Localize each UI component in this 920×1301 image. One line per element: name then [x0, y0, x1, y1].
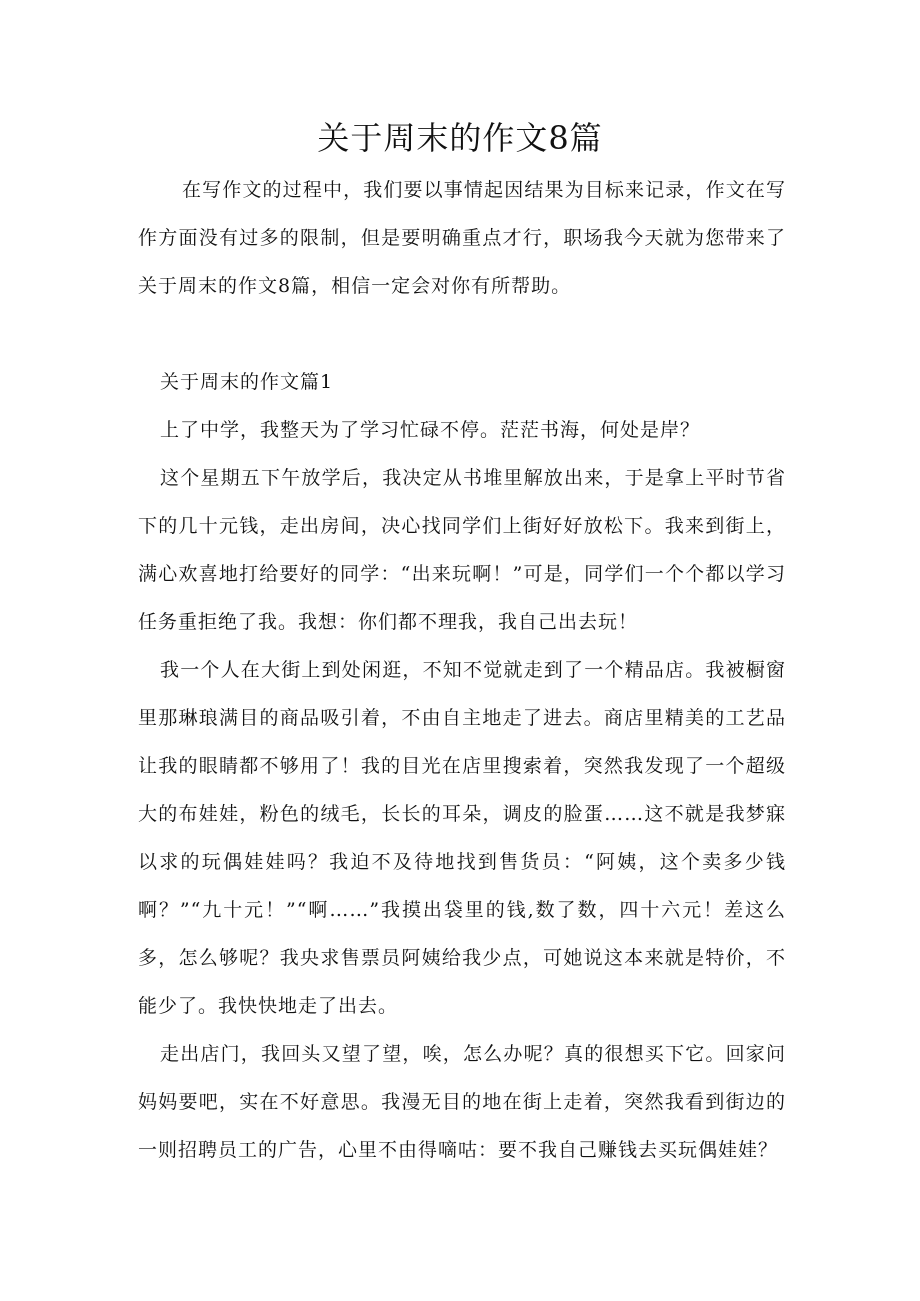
essay-paragraph-2: 这个星期五下午放学后，我决定从书堆里解放出来，于是拿上平时节省下的几十元钱，走出房间，决心找同学们上街好好放松下。我来到街上，满心欢喜地打给要好的同学：“出来玩啊！”可是，同学们一个个都以学习任务重拒绝了我。我想：你们都不理我，我自己出去玩！ — [138, 467, 786, 633]
essay-paragraph-1: 上了中学，我整天为了学习忙碌不停。茫茫书海，何处是岸？ — [160, 419, 701, 441]
section-heading: 关于周末的作文篇1 — [160, 371, 334, 393]
document-title: 关于周末的作文8篇 — [317, 119, 603, 157]
essay-section — [138, 358, 786, 1174]
intro-paragraph: 在写作文的过程中，我们要以事情起因结果为目标来记录，作文在写作方面没有过多的限制，但是要明确重点才行，职场我今天就为您带来了关于周末的作文8篇，相信一定会对你有所帮助。 — [138, 179, 786, 297]
essay-paragraph-3: 我一个人在大街上到处闲逛，不知不觉就走到了一个精品店。我被橱窗里那琳琅满目的商品吸引着，不由自主地走了进去。商店里精美的工艺品让我的眼睛都不够用了！我的目光在店里搜索着，突然我发现了一个超级大的布娃娃，粉色的绒毛，长长的耳朵，调皮的脸蛋……这不就是我梦寐以求的玩偶娃娃吗？我迫不及待地找到售货员：“阿姨，这个卖多少钱啊？”“九十元！”“啊……”我摸出袋里的钱,数了数，四十六元！差这么多，怎么够呢？我央求售票员阿姨给我少点，可她说这本来就是特价，不能少了。我快快地走了出去。 — [138, 659, 786, 1017]
essay-paragraph-4: 走出店门，我回头又望了望，唉，怎么办呢？真的很想买下它。回家问妈妈要吧，实在不好意思。我漫无目的地在街上走着，突然我看到街边的一则招聘员工的广告，心里不由得嘀咕：要不我自己赚钱去买玩偶娃娃？ — [138, 1043, 786, 1161]
